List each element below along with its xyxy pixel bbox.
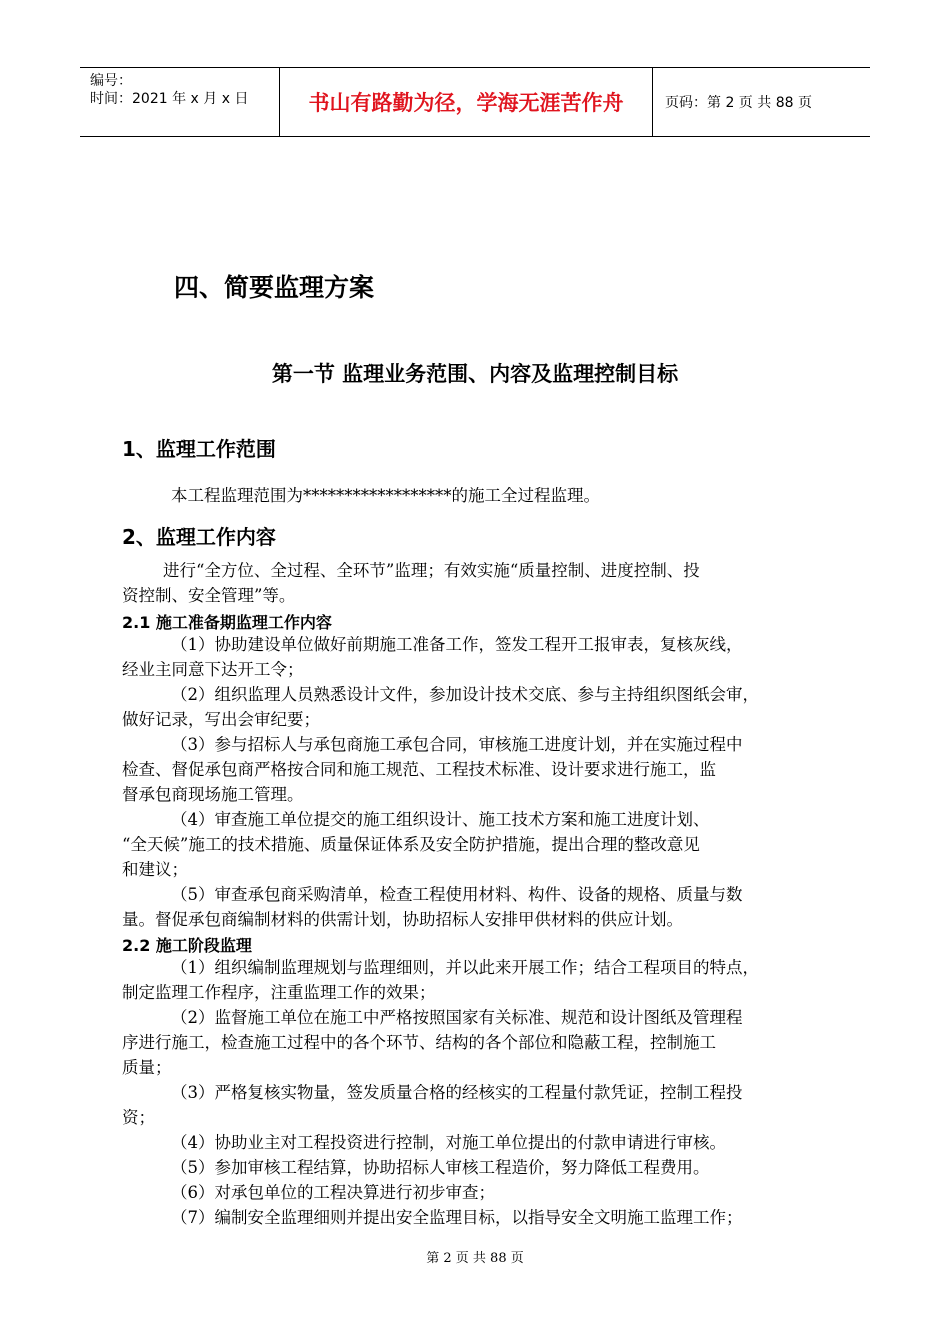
header-meta-cell [80, 68, 280, 136]
paragraph-line: 做好记录，写出会审纪要； [122, 710, 320, 729]
heading-prep-phase: 2.1 施工准备期监理工作内容 [122, 613, 332, 632]
paragraph-line: 量。督促承包商编制材料的供需计划，协助招标人安排甲供材料的供应计划。 [122, 910, 683, 929]
heading-content: 2、监理工作内容 [122, 525, 276, 549]
paragraph-line: 制定监理工作程序，注重监理工作的效果； [122, 983, 436, 1002]
page-footer: 第 2 页 共 88 页 [426, 1251, 524, 1266]
paragraph-line: 进行“全方位、全过程、全环节”监理；有效实施“质量控制、进度控制、投 [163, 561, 700, 580]
paragraph-line: 资控制、安全管理”等。 [122, 586, 296, 605]
paragraph-line: 序进行施工，检查施工过程中的各个环节、结构的各个部位和隐蔽工程，控制施工 [122, 1033, 716, 1052]
paragraph-line: （3）严格复核实物量，签发质量合格的经核实的工程量付款凭证，控制工程投 [171, 1083, 743, 1102]
paragraph-line: 资； [122, 1108, 155, 1127]
paragraph-line: “全天候”施工的技术措施、质量保证体系及安全防护措施，提出合理的整改意见 [122, 835, 700, 854]
document-title: 四、简要监理方案 [174, 273, 375, 302]
paragraph-line: （4）审查施工单位提交的施工组织设计、施工技术方案和施工进度计划、 [171, 810, 710, 829]
paragraph-line: （2）组织监理人员熟悉设计文件，参加设计技术交底、参与主持组织图纸会审， [171, 685, 759, 704]
number-label: 编号： [90, 73, 132, 89]
paragraph-line: （5）参加审核工程结算，协助招标人审核工程造价，努力降低工程费用。 [171, 1158, 710, 1177]
paragraph-line: 经业主同意下达开工令； [122, 660, 304, 679]
paragraph-line: （5）审查承包商采购清单，检查工程使用材料、构件、设备的规格、质量与数 [171, 885, 743, 904]
header-table [80, 67, 870, 137]
construction-phase-items [122, 955, 838, 1230]
paragraph-line: 和建议； [122, 860, 188, 879]
paragraph-line: （3）参与招标人与承包商施工承包合同，审核施工进度计划，并在实施过程中 [171, 735, 743, 754]
header-page-info: 页码：第 2 页 共 88 页 [665, 95, 812, 111]
header-motto: 书山有路勤为径，学海无涯苦作舟 [280, 68, 653, 136]
paragraph-line: （6）对承包单位的工程决算进行初步审查； [171, 1183, 495, 1202]
paragraph-line: （7）编制安全监理细则并提出安全监理目标，以指导安全文明施工监理工作； [171, 1208, 743, 1227]
paragraph-line: （2）监督施工单位在施工中严格按照国家有关标准、规范和设计图纸及管理程 [171, 1008, 743, 1027]
scope-paragraph [122, 483, 838, 508]
prep-phase-items [122, 632, 838, 932]
paragraph-line: 检查、督促承包商严格按合同和施工规范、工程技术标准、设计要求进行施工，监 [122, 760, 716, 779]
heading-scope: 1、监理工作范围 [122, 437, 276, 461]
paragraph-line: （1）组织编制监理规划与监理细则，并以此来开展工作；结合工程项目的特点， [171, 958, 759, 977]
time-label: 时间：2021 年 x 月 x 日 [90, 91, 249, 107]
paragraph-line: 督承包商现场施工管理。 [122, 785, 304, 804]
paragraph-line: 本工程监理范围为******************的施工全过程监理。 [171, 486, 600, 505]
paragraph-line: （4）协助业主对工程投资进行控制，对施工单位提出的付款申请进行审核。 [171, 1133, 726, 1152]
section-title: 第一节 监理业务范围、内容及监理控制目标 [271, 362, 679, 386]
content-intro [122, 558, 838, 608]
heading-construction-phase: 2.2 施工阶段监理 [122, 936, 252, 955]
paragraph-line: 质量； [122, 1058, 172, 1077]
paragraph-line: （1）协助建设单位做好前期施工准备工作，签发工程开工报审表，复核灰线， [171, 635, 743, 654]
